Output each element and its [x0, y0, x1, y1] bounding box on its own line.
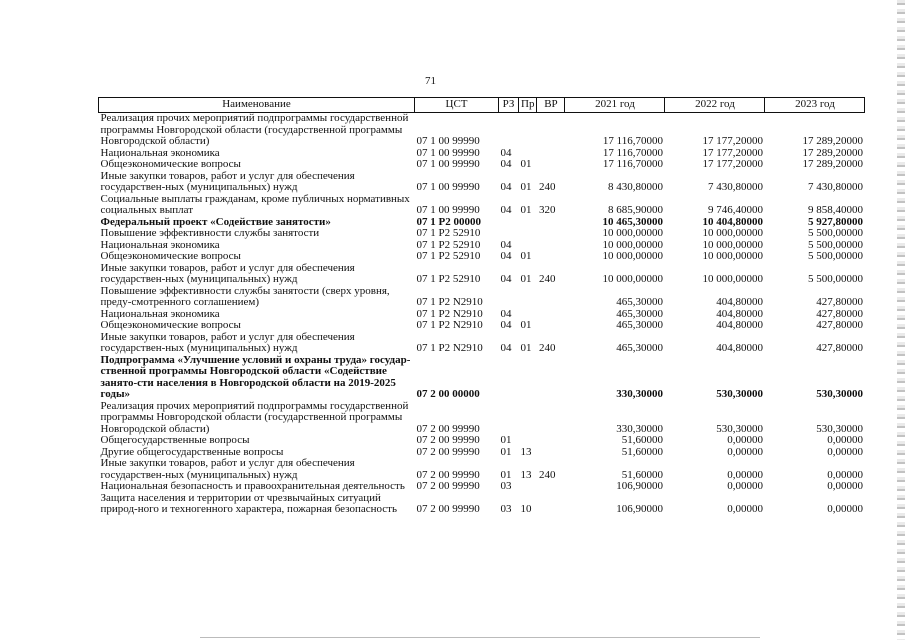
cell-y2023: 7 430,80000 — [807, 181, 863, 193]
cell-y2022: 0,00000 — [727, 468, 763, 481]
cell-y2021: 10 000,00000 — [602, 273, 663, 285]
header-vr: ВР — [537, 98, 565, 113]
cell-y2023: 9 858,40000 — [807, 204, 863, 216]
cell-cst: 07 2 00 99990 — [416, 503, 480, 515]
cell-pr — [519, 113, 537, 148]
table-row — [99, 355, 865, 401]
cell-vr: 240 — [538, 273, 556, 285]
cell-cst: 07 1 00 99990 — [416, 146, 480, 159]
cell-vr — [537, 401, 565, 436]
cell-name: Социальные выплаты гражданам, кроме публичных нормативных социальных выплат — [100, 192, 410, 216]
cell-y2021: 330,30000 — [616, 388, 663, 400]
cell-name: Общеэкономические вопросы — [100, 158, 241, 170]
cell-y2023: 5 500,00000 — [807, 227, 863, 239]
cell-name: Национальная экономика — [100, 307, 220, 320]
cell-y2022: 0,00000 — [727, 503, 763, 515]
cell-y2022: 10 404,80000 — [702, 215, 763, 228]
cell-name: Иные закупки товаров, работ и услуг для обеспечения государствен-ных (муниципальных) нужд — [100, 457, 355, 481]
cell-y2022: 0,00000 — [727, 480, 763, 492]
cell-cst: 07 2 00 99990 — [416, 434, 480, 446]
cell-rz — [499, 228, 519, 240]
cell-name: Общеэкономические вопросы — [100, 319, 241, 331]
cell-cst: 07 2 00 99990 — [416, 422, 480, 435]
cell-rz: 01 — [500, 445, 512, 458]
header-rz: РЗ — [499, 98, 519, 113]
cell-name: Повышение эффективности службы занятости (сверх уровня, преду-смотренного соглашением) — [100, 284, 390, 308]
cell-y2023: 17 289,20000 — [802, 158, 863, 170]
cell-vr — [537, 228, 565, 240]
cell-rz — [499, 217, 519, 229]
cell-y2022: 17 177,20000 — [702, 146, 763, 159]
cell-pr: 13 — [520, 445, 532, 458]
cell-y2022: 7 430,80000 — [707, 181, 763, 193]
cell-rz: 04 — [500, 250, 512, 262]
cell-y2021: 17 116,70000 — [602, 146, 663, 159]
header-2023: 2023 год — [765, 98, 865, 113]
cell-pr: 10 — [520, 503, 532, 515]
table-row — [99, 493, 865, 516]
cell-y2023: 0,00000 — [827, 480, 863, 492]
cell-pr: 01 — [520, 273, 532, 285]
cell-rz: 04 — [500, 146, 512, 159]
cell-name: Другие общегосударственные вопросы — [100, 445, 284, 458]
table-row — [99, 263, 865, 286]
cell-y2021: 17 116,70000 — [602, 135, 663, 147]
cell-pr: 01 — [520, 181, 532, 193]
cell-vr: 240 — [538, 468, 556, 481]
cell-y2021: 8 685,90000 — [607, 204, 663, 216]
cell-name: Национальная безопасность и правоохранительная деятельность — [100, 480, 405, 492]
cell-name: Подпрограмма «Улучшение условий и охраны труда» государ-ственной программы Новгородской области «Содействие занято-сти населения в Новгородской области на 2019-2025 годы» — [100, 353, 411, 400]
cell-pr: 01 — [520, 158, 532, 170]
table-row — [99, 458, 865, 481]
header-cst: ЦСТ — [415, 98, 499, 113]
cell-cst: 07 2 00 99990 — [416, 468, 480, 481]
cell-y2022: 9 746,40000 — [707, 204, 763, 216]
cell-pr — [519, 481, 537, 493]
cell-cst: 07 1 00 99990 — [416, 204, 480, 216]
cell-rz: 01 — [500, 434, 512, 446]
cell-rz: 04 — [500, 181, 512, 193]
table-row — [99, 171, 865, 194]
cell-y2022: 10 000,00000 — [702, 227, 763, 239]
cell-rz — [499, 286, 519, 309]
cell-y2023: 5 500,00000 — [807, 238, 863, 251]
cell-y2023: 0,00000 — [827, 445, 863, 458]
cell-y2023: 0,00000 — [827, 468, 863, 481]
page-number: 71 — [425, 75, 436, 87]
cell-cst: 07 1 P2 52910 — [416, 227, 481, 239]
cell-y2021: 10 465,30000 — [602, 215, 663, 228]
cell-y2021: 106,90000 — [616, 503, 663, 515]
cell-name: Защита населения и территории от чрезвычайных ситуаций природ-ного и техногенного характера, пожарная безопасность — [100, 491, 398, 515]
cell-y2022: 404,80000 — [716, 319, 763, 331]
cell-pr: 01 — [520, 319, 532, 331]
cell-y2022: 0,00000 — [727, 434, 763, 446]
cell-pr — [519, 228, 537, 240]
cell-cst: 07 1 P2 52910 — [416, 250, 481, 262]
cell-vr — [537, 240, 565, 252]
cell-cst: 07 1 00 99990 — [416, 135, 480, 147]
cell-rz: 04 — [500, 307, 512, 320]
cell-y2023: 427,80000 — [816, 342, 863, 354]
header-2022: 2022 год — [665, 98, 765, 113]
budget-table — [98, 97, 865, 516]
cell-cst: 07 1 P2 N2910 — [416, 319, 483, 331]
cell-vr: 240 — [538, 181, 556, 193]
cell-y2021: 106,90000 — [616, 480, 663, 492]
table-row — [99, 435, 865, 447]
cell-rz: 04 — [500, 238, 512, 251]
cell-rz: 04 — [500, 319, 512, 331]
cell-y2023: 17 289,20000 — [802, 146, 863, 159]
table-row — [99, 481, 865, 493]
cell-y2023: 427,80000 — [816, 319, 863, 331]
cell-y2022: 404,80000 — [716, 307, 763, 320]
cell-y2021: 10 000,00000 — [602, 250, 663, 262]
cell-y2022: 0,00000 — [727, 445, 763, 458]
cell-pr: 01 — [520, 204, 532, 216]
header-pr: Пр — [519, 98, 537, 113]
cell-rz: 04 — [500, 204, 512, 216]
cell-rz: 03 — [500, 480, 512, 492]
table-row — [99, 159, 865, 171]
cell-cst: 07 1 P2 52910 — [416, 273, 481, 285]
cell-y2023: 0,00000 — [827, 503, 863, 515]
cell-y2022: 404,80000 — [716, 296, 763, 308]
cell-vr — [537, 481, 565, 493]
cell-y2021: 10 000,00000 — [602, 238, 663, 251]
cell-rz: 04 — [500, 158, 512, 170]
cell-name: Повышение эффективности службы занятости — [100, 227, 320, 239]
cell-vr — [537, 320, 565, 332]
cell-name: Общегосударственные вопросы — [100, 434, 250, 446]
cell-name: Общеэкономические вопросы — [100, 250, 241, 262]
cell-name: Реализация прочих мероприятий подпрограммы государственной программы Новгородской области (государственной программы Новгородской области) — [100, 112, 409, 147]
cell-y2022: 10 000,00000 — [702, 250, 763, 262]
cell-name: Иные закупки товаров, работ и услуг для обеспечения государствен-ных (муниципальных) нужд — [100, 330, 355, 354]
cell-name: Национальная экономика — [100, 146, 220, 159]
cell-y2021: 10 000,00000 — [602, 227, 663, 239]
cell-y2022: 530,30000 — [716, 388, 763, 400]
cell-vr — [537, 217, 565, 229]
cell-vr — [537, 251, 565, 263]
cell-y2021: 51,60000 — [621, 468, 663, 481]
cell-vr — [537, 447, 565, 459]
cell-vr — [537, 113, 565, 148]
cell-cst: 07 1 00 99990 — [416, 181, 480, 193]
cell-rz: 04 — [500, 273, 512, 285]
cell-y2021: 465,30000 — [616, 319, 663, 331]
cell-vr — [537, 309, 565, 321]
cell-rz: 01 — [500, 468, 512, 481]
cell-name: Иные закупки товаров, работ и услуг для обеспечения государствен-ных (муниципальных) нужд — [100, 261, 355, 285]
cell-cst: 07 1 P2 N2910 — [416, 342, 483, 354]
cell-vr — [537, 493, 565, 516]
cell-y2022: 10 000,00000 — [702, 273, 763, 285]
cell-vr — [537, 355, 565, 401]
cell-y2021: 51,60000 — [621, 434, 663, 446]
cell-vr — [537, 159, 565, 171]
header-name: Наименование — [99, 98, 415, 113]
cell-y2021: 465,30000 — [616, 296, 663, 308]
cell-pr — [519, 217, 537, 229]
cell-y2023: 5 500,00000 — [807, 250, 863, 262]
cell-y2023: 427,80000 — [816, 296, 863, 308]
cell-pr — [519, 435, 537, 447]
cell-y2023: 17 289,20000 — [802, 135, 863, 147]
cell-cst: 07 2 00 00000 — [416, 388, 480, 400]
cell-vr — [537, 286, 565, 309]
cell-y2023: 0,00000 — [827, 434, 863, 446]
cell-y2022: 17 177,20000 — [702, 135, 763, 147]
cell-y2023: 427,80000 — [816, 307, 863, 320]
cell-y2023: 530,30000 — [816, 422, 863, 435]
cell-pr — [519, 286, 537, 309]
scan-bottom-artifact — [200, 637, 760, 638]
cell-pr: 13 — [520, 468, 532, 481]
cell-cst: 07 2 00 99990 — [416, 445, 480, 458]
cell-pr — [519, 401, 537, 436]
cell-pr — [519, 355, 537, 401]
cell-name: Национальная экономика — [100, 238, 220, 251]
cell-cst: 07 1 P2 N2910 — [416, 307, 483, 320]
cell-rz: 04 — [500, 342, 512, 354]
cell-name: Иные закупки товаров, работ и услуг для обеспечения государствен-ных (муниципальных) нужд — [100, 169, 355, 193]
table-row — [99, 228, 865, 240]
header-2021: 2021 год — [565, 98, 665, 113]
cell-y2022: 530,30000 — [716, 422, 763, 435]
table-row — [99, 194, 865, 217]
cell-cst: 07 2 00 99990 — [416, 480, 480, 492]
cell-rz — [499, 355, 519, 401]
cell-rz — [499, 113, 519, 148]
cell-cst: 07 1 P2 N2910 — [416, 296, 483, 308]
table-row — [99, 320, 865, 332]
cell-y2023: 5 500,00000 — [807, 273, 863, 285]
cell-y2021: 8 430,80000 — [607, 181, 663, 193]
cell-cst: 07 1 00 99990 — [416, 158, 480, 170]
cell-y2021: 330,30000 — [616, 422, 663, 435]
cell-y2022: 10 000,00000 — [702, 238, 763, 251]
cell-y2021: 17 116,70000 — [602, 158, 663, 170]
cell-y2021: 51,60000 — [621, 445, 663, 458]
cell-name: Реализация прочих мероприятий подпрограммы государственной программы Новгородской области (государственной программы Новгородской области) — [100, 399, 409, 435]
table-row — [99, 332, 865, 355]
cell-vr: 320 — [538, 204, 556, 216]
cell-rz: 03 — [500, 503, 512, 515]
scan-edge-artifact — [897, 0, 905, 640]
cell-vr — [537, 435, 565, 447]
cell-pr: 01 — [520, 250, 532, 262]
table-header-row — [99, 98, 865, 113]
cell-y2021: 465,30000 — [616, 307, 663, 320]
table-row — [99, 251, 865, 263]
cell-y2022: 17 177,20000 — [702, 158, 763, 170]
cell-y2023: 530,30000 — [816, 388, 863, 400]
cell-name: Федеральный проект «Содействие занятости» — [100, 215, 331, 228]
cell-cst: 07 1 P2 52910 — [416, 238, 481, 251]
table-row — [99, 401, 865, 436]
cell-rz — [499, 401, 519, 436]
cell-pr: 01 — [520, 342, 532, 354]
cell-y2022: 404,80000 — [716, 342, 763, 354]
table-row — [99, 113, 865, 148]
cell-cst: 07 1 P2 00000 — [416, 215, 481, 228]
cell-y2023: 5 927,80000 — [807, 215, 863, 228]
cell-y2021: 465,30000 — [616, 342, 663, 354]
cell-vr: 240 — [538, 342, 556, 354]
cell-vr — [537, 148, 565, 160]
table-row — [99, 286, 865, 309]
